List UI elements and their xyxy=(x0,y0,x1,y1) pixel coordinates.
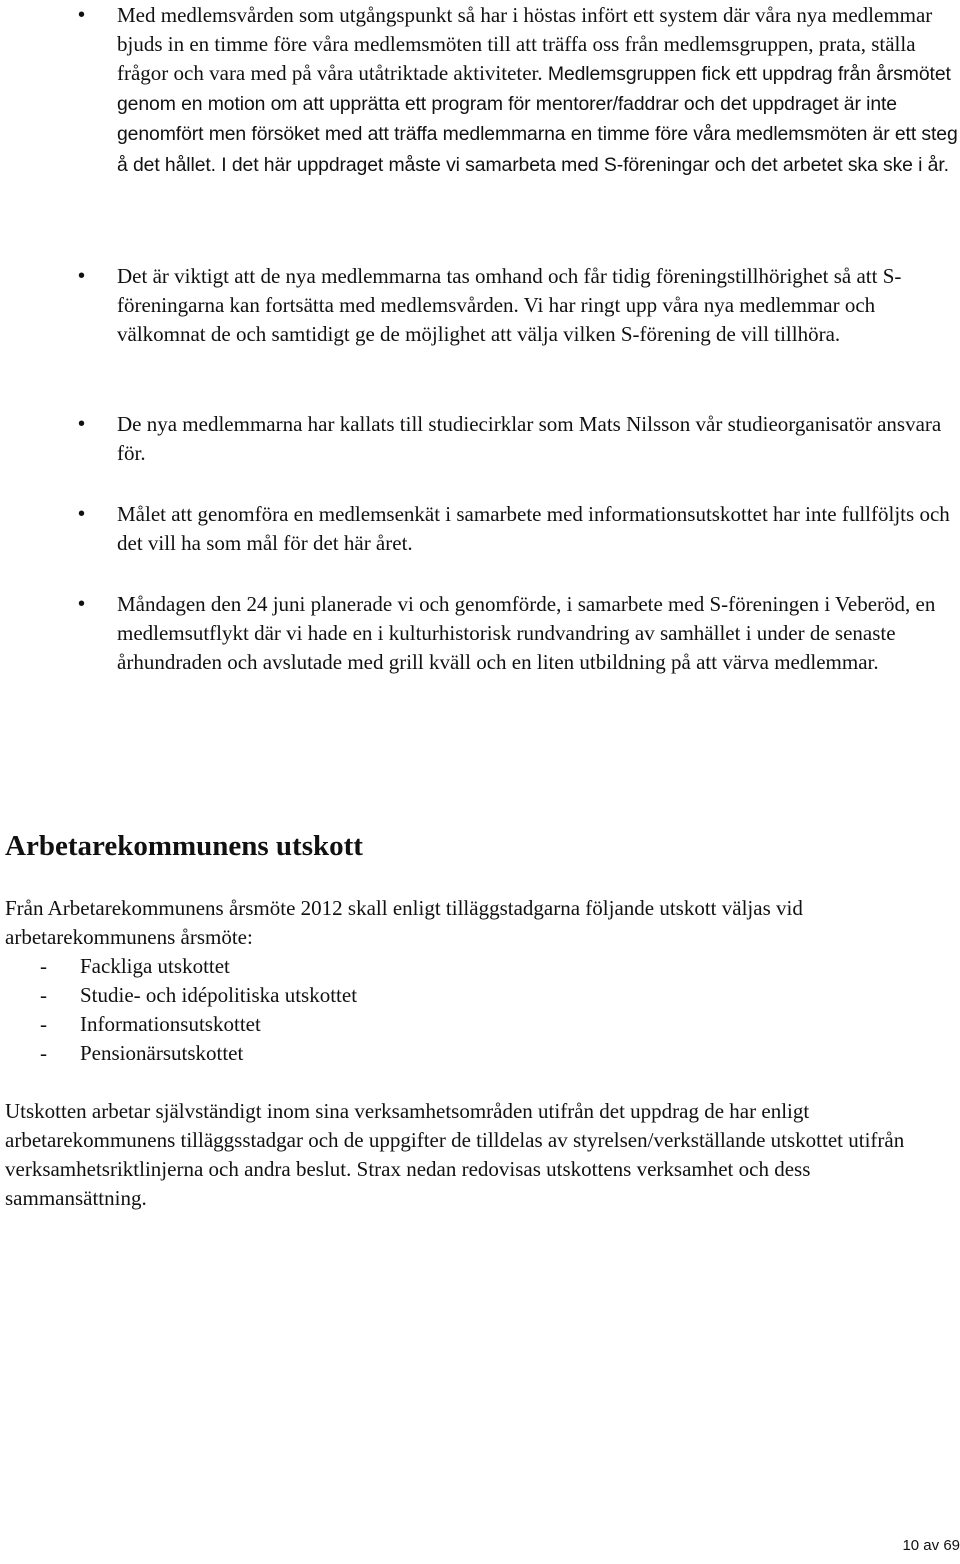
page-number: 10 av 69 xyxy=(902,1537,960,1554)
dash-marker: - xyxy=(40,1041,47,1065)
committee-label: Informationsutskottet xyxy=(80,1012,261,1036)
bullet-marker: • xyxy=(78,503,86,525)
bullet-marker: • xyxy=(78,265,86,287)
bullet-marker: • xyxy=(78,593,86,615)
committee-label: Studie- och idépolitiska utskottet xyxy=(80,983,358,1007)
bullet-text-serif: Med medlemsvården som utgångspunkt så har i höstas infört ett system där våra nya medlemmar bjuds in en timme före våra medlemsmöten till att träffa oss från medlemsgruppen, prata, ställa frågor och vara med på våra utåtriktade aktiviteter. xyxy=(117,3,933,85)
committee-label: Pensionärsutskottet xyxy=(80,1041,244,1065)
section-heading: Arbetarekommunens utskott xyxy=(5,830,363,862)
bullet-text: De nya medlemmarna har kallats till studiecirklar som Mats Nilsson vår studieorganisatör ansvara för. xyxy=(117,412,942,465)
committee-item xyxy=(0,981,900,1010)
dash-marker: - xyxy=(40,954,47,978)
dash-marker: - xyxy=(40,983,47,1007)
section-intro: Från Arbetarekommunens årsmöte 2012 skall enligt tilläggstadgarna följande utskott väljas vid arbetarekommunens årsmöte: xyxy=(5,896,803,949)
committee-item xyxy=(0,952,900,981)
bullet-text: Måndagen den 24 juni planerade vi och genomförde, i samarbete med S-föreningen i Veberöd, en medlemsutflykt där vi hade en i kulturhistorisk rundvandring av samhället i under de senaste århundraden och avslutade med grill kväll och en liten utbildning på att värva medlemmar. xyxy=(117,592,936,674)
bullet-marker: • xyxy=(78,413,86,435)
bullet-text: Målet att genomföra en medlemsenkät i samarbete med informationsutskottet har inte fullföljts och det vill ha som mål för det här året. xyxy=(117,502,950,555)
dash-marker: - xyxy=(40,1012,47,1036)
section-closing-paragraph: Utskotten arbetar självständigt inom sina verksamhetsområden utifrån det uppdrag de har enligt arbetarekommunens tilläggsstadgar och de uppgifter de tilldelas av styrelsen/verkställande utskottet utifrån verksamhetsriktlinjerna och andra beslut. Strax nedan redovisas utskottens verksamhet och dess sammansättning. xyxy=(5,1099,905,1210)
committee-item xyxy=(0,1010,900,1039)
bullet-text: Det är viktigt att de nya medlemmarna tas omhand och får tidig föreningstillhörighet så att S-föreningarna kan fortsätta med medlemsvården. Vi har ringt upp våra nya medlemmar och välkomnat de och samtidigt ge de möjlighet att välja vilken S-förening de vill tillhöra. xyxy=(117,264,902,346)
bullet-marker: • xyxy=(78,4,86,26)
committee-label: Fackliga utskottet xyxy=(80,954,230,978)
bullet-text-sans: Medlemsgruppen fick ett uppdrag från årsmötet genom en motion om att upprätta ett program för mentorer/faddrar och det uppdraget är inte genomfört men försöket med att träffa medlemmarna en timme före våra medlemsmöten är ett steg å det hållet. I det här uppdraget måste vi samarbeta med S-föreningar och det arbetet ska ske i år. xyxy=(117,63,958,176)
bullet-text xyxy=(117,1,959,180)
committee-list xyxy=(0,952,900,1068)
committee-item xyxy=(0,1039,900,1068)
